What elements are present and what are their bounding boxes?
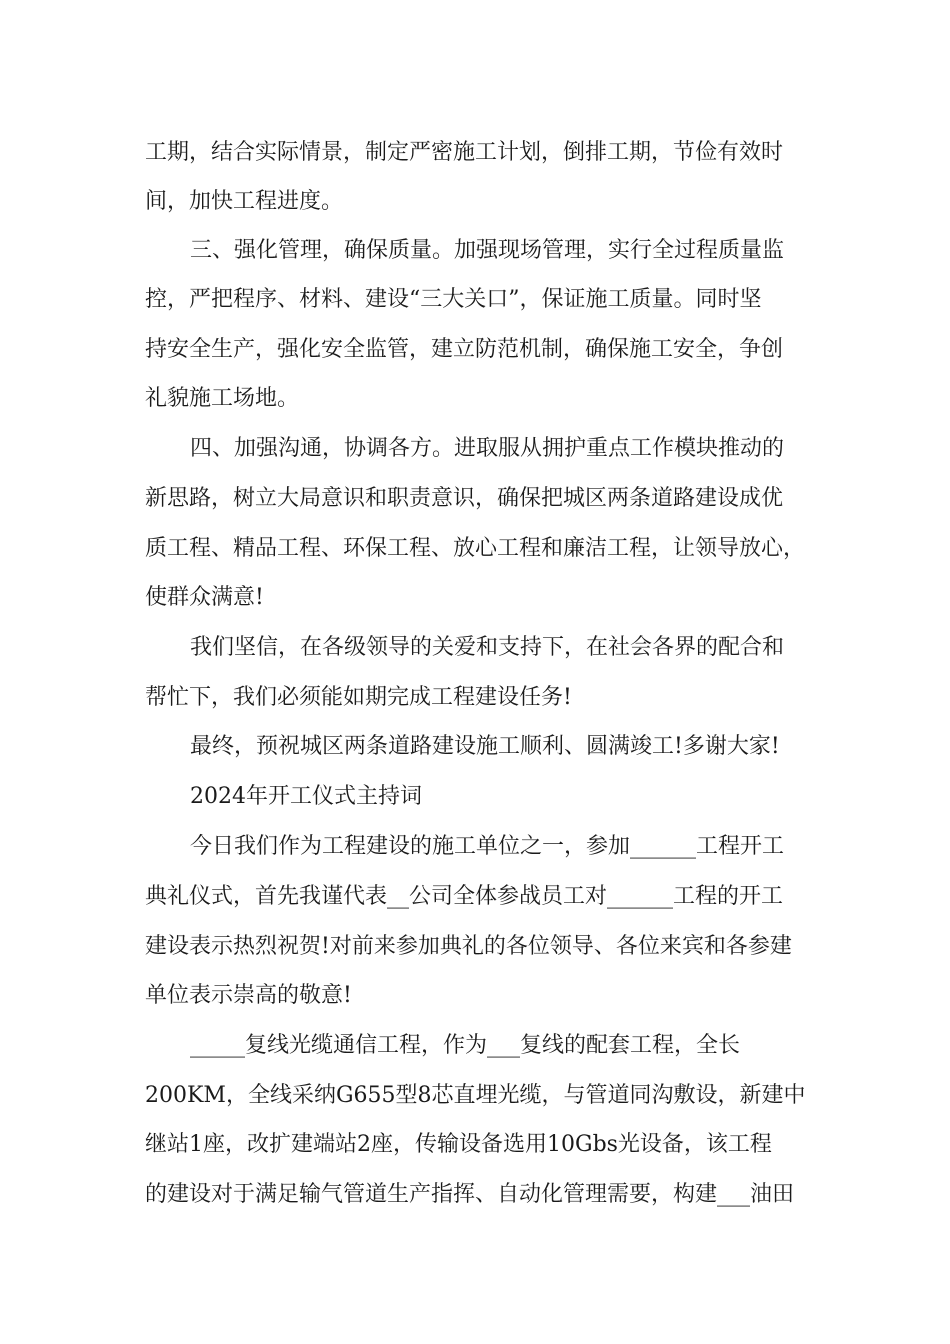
body-text-line: 间，加快工程进度。 bbox=[145, 189, 344, 214]
body-text-line: 继站1座，改扩建端站2座，传输设备选用10Gbs光设备，该工程 bbox=[145, 1132, 772, 1157]
body-text-line: 新思路，树立大局意识和职责意识，确保把城区两条道路建设成优 bbox=[145, 486, 784, 511]
body-text-line: 控，严把程序、材料、建设“三大关口”，保证施工质量。同时坚 bbox=[145, 287, 762, 312]
body-text-line: 质工程、精品工程、环保工程、放心工程和廉洁工程，让领导放心， bbox=[145, 536, 806, 561]
closing-line: 最终，预祝城区两条道路建设施工顺利、圆满竣工!多谢大家! bbox=[190, 734, 780, 759]
body-text-line: 持安全生产，强化安全监管，建立防范机制，确保施工安全，争创 bbox=[145, 337, 784, 362]
section-three-heading-line: 三、强化管理，确保质量。加强现场管理，实行全过程质量监 bbox=[190, 238, 785, 263]
body-text-line: 工期，结合实际情景，制定严密施工计划，倒排工期，节俭有效时 bbox=[145, 140, 784, 165]
paragraph-start-line: _____复线光缆通信工程，作为___复线的配套工程，全长 bbox=[190, 1033, 741, 1058]
article-title: 2024年开工仪式主持词 bbox=[190, 784, 422, 809]
body-text-line: 典礼仪式，首先我谨代表__公司全体参战员工对______工程的开工 bbox=[145, 884, 784, 909]
body-text-line: 建设表示热烈祝贺!对前来参加典礼的各位领导、各位来宾和各参建 bbox=[145, 934, 792, 959]
body-text-line: 帮忙下，我们必须能如期完成工程建设任务! bbox=[145, 685, 572, 710]
body-text-line: 200KM，全线采纳G655型8芯直埋光缆，与管道同沟敷设，新建中 bbox=[145, 1083, 806, 1108]
body-text-line: 的建设对于满足输气管道生产指挥、自动化管理需要，构建___油田 bbox=[145, 1182, 795, 1207]
paragraph-start-line: 我们坚信，在各级领导的关爱和支持下，在社会各界的配合和 bbox=[190, 635, 785, 660]
body-text-line: 单位表示崇高的敬意! bbox=[145, 983, 352, 1008]
paragraph-start-line: 今日我们作为工程建设的施工单位之一，参加______工程开工 bbox=[190, 834, 785, 859]
body-text-line: 礼貌施工场地。 bbox=[145, 386, 300, 411]
section-four-heading-line: 四、加强沟通，协调各方。进取服从拥护重点工作模块推动的 bbox=[190, 436, 785, 461]
body-text-line: 使群众满意! bbox=[145, 585, 264, 610]
